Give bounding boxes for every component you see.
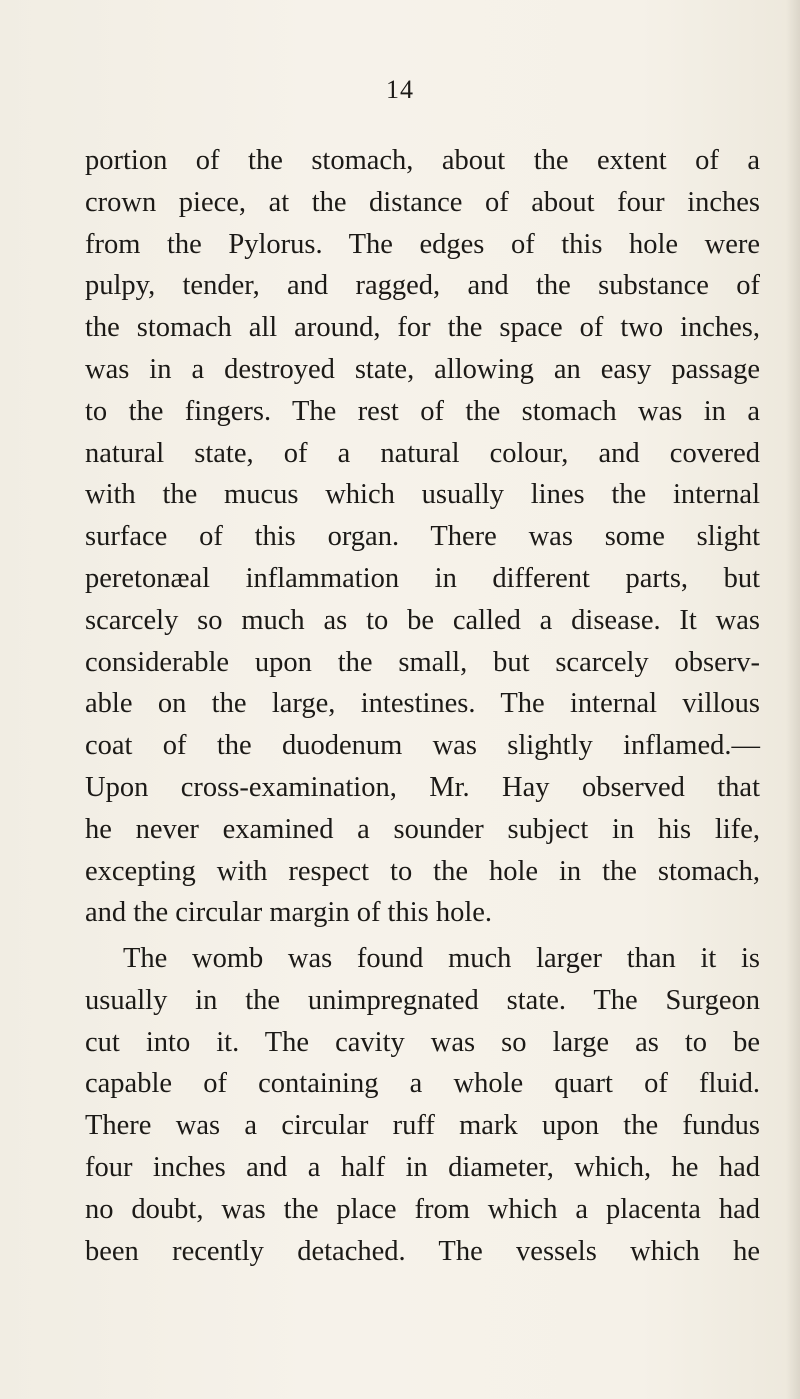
text-line: four inches and a half in diameter, which, he had bbox=[85, 1151, 760, 1183]
text-line: peretonæal inflammation in different parts, but bbox=[85, 562, 760, 594]
text-line: portion of the stomach, about the extent of a bbox=[85, 145, 760, 176]
text-line: scarcely so much as to be called a disease. It was bbox=[85, 604, 760, 636]
page-edge-shadow bbox=[786, 0, 800, 1399]
text-line: and the circular margin of this hole. bbox=[85, 897, 493, 929]
text-line: able on the large, intestines. The internal villous bbox=[85, 688, 760, 720]
text-line: pulpy, tender, and ragged, and the substance of bbox=[85, 270, 760, 302]
text-line: he never examined a sounder subject in his life, bbox=[85, 813, 760, 845]
text-line: excepting with respect to the hole in the stomach, bbox=[85, 855, 760, 887]
paragraph-1 bbox=[85, 140, 760, 934]
text-line: was in a destroyed state, allowing an easy passage bbox=[85, 353, 760, 385]
paragraph-2 bbox=[85, 938, 760, 1272]
text-line: Upon cross-examination, Mr. Hay observed that bbox=[85, 771, 760, 803]
text-line: been recently detached. The vessels which he bbox=[85, 1235, 760, 1267]
page-number: 14 bbox=[386, 75, 414, 104]
text-line: coat of the duodenum was slightly inflamed.— bbox=[85, 730, 760, 762]
text-line: natural state, of a natural colour, and covered bbox=[85, 437, 760, 469]
text-line: crown piece, at the distance of about four inches bbox=[85, 186, 760, 218]
text-line: usually in the unimpregnated state. The Surgeon bbox=[85, 984, 760, 1016]
text-line: surface of this organ. There was some slight bbox=[85, 521, 760, 553]
text-line: the stomach all around, for the space of two inches, bbox=[85, 312, 760, 344]
text-line: considerable upon the small, but scarcely observ- bbox=[85, 646, 760, 678]
text-line: to the fingers. The rest of the stomach was in a bbox=[85, 395, 760, 427]
text-line: no doubt, was the place from which a placenta had bbox=[85, 1193, 760, 1225]
text-line: from the Pylorus. The edges of this hole were bbox=[85, 228, 760, 260]
text-line: capable of containing a whole quart of fluid. bbox=[85, 1068, 760, 1100]
text-line: cut into it. The cavity was so large as to be bbox=[85, 1026, 760, 1058]
text-line: There was a circular ruff mark upon the fundus bbox=[85, 1110, 760, 1142]
text-line: The womb was found much larger than it is bbox=[123, 943, 760, 974]
text-line: with the mucus which usually lines the internal bbox=[85, 479, 760, 511]
